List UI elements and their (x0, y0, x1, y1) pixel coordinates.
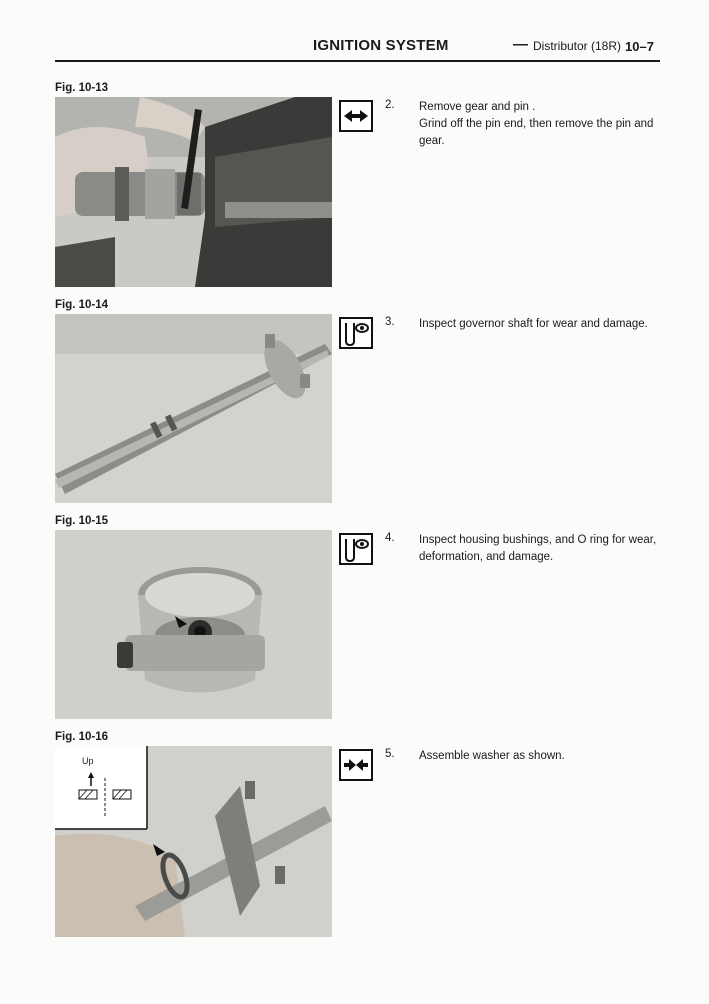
step-5-line-1: Assemble washer as shown. (419, 750, 565, 762)
fig-10-13-label: Fig. 10-13 (55, 82, 109, 94)
fig-10-14-photo (55, 314, 332, 503)
fig-10-13-photo (55, 97, 332, 287)
inspect-eye-icon (339, 317, 373, 349)
fig-10-15-label: Fig. 10-15 (55, 515, 109, 527)
step-5-text (419, 748, 660, 765)
step-2-number: 2. (385, 99, 395, 111)
disassemble-arrows-icon (339, 100, 373, 132)
step-4-number: 4. (385, 532, 395, 544)
fig-10-14-label: Fig. 10-14 (55, 299, 109, 311)
step-4-line-1: Inspect housing bushings, and O ring for wear, deformation, and damage. (419, 534, 657, 563)
step-2-line-1: Remove gear and pin . (419, 101, 536, 113)
page-header (55, 34, 660, 62)
fig-10-16-photo (55, 746, 332, 937)
step-3-line-1: Inspect governor shaft for wear and damage. (419, 318, 648, 330)
step-4-text (419, 532, 660, 566)
step-3-text (419, 316, 660, 333)
washer-up-label: Up (82, 756, 94, 766)
header-dash: — (513, 36, 528, 53)
section-title: IGNITION SYSTEM (313, 37, 449, 54)
step-5-number: 5. (385, 748, 395, 760)
step-2-text (419, 99, 660, 150)
fig-10-15-photo (55, 530, 332, 719)
step-3-number: 3. (385, 316, 395, 328)
step-2-line-2: Grind off the pin end, then remove the pin and gear. (419, 118, 654, 147)
fig-10-16-label: Fig. 10-16 (55, 731, 109, 743)
inspect-eye-icon-2 (339, 533, 373, 565)
assemble-arrows-icon (339, 749, 373, 781)
page-number: 10–7 (625, 39, 654, 54)
section-subtitle: Distributor (18R) (533, 39, 622, 53)
